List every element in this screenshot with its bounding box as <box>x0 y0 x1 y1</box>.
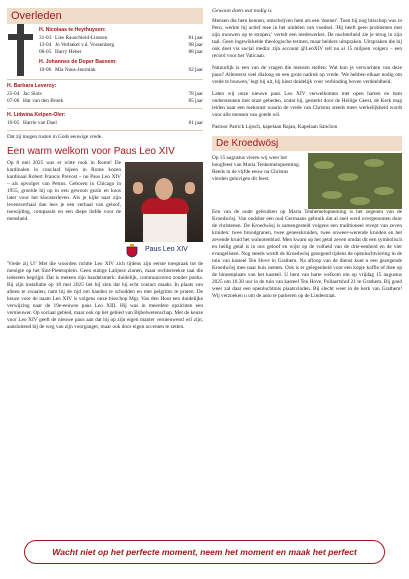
parish-heading: H. Lidwina Kelpen-Oler: <box>7 112 66 118</box>
divider <box>7 79 203 80</box>
paragraph: Laten wij onze nieuwe paus Leo XIV verwelkomen met open harten en hem ondersteunen met onze gebeden, zodat hij, gesterkt door de Heilige Geest, de Kerk mag leiden naar een toekomst waarin de vrede van Christus steeds meer werkelijkheid wordt voor alle mensen van goede wil. <box>212 91 402 118</box>
section-subtitle: Gewoon doen wat nodig is <box>212 8 272 14</box>
signature-line: Pastoor Patrick Lipsch, kapelaan Rajan, Kapelaan Sanchon <box>212 124 338 130</box>
kroedwosj-heading: De Kroedwösj <box>212 136 402 151</box>
pope-intro-text: Op 8 mei 2025 was er witte rook in Rome! De kardinalen in conclaaf bijeen in Rome kozen kardinaal Robert Francis Prevost – nu Paus Leo XIV – als opvolger van Petrus. Geboren in Chicago in 1955, groeide hij op in een gewoon gezin en koos later voor het kloosterleven. Als je kijkt naar zijn levensverhaal dan lees je een verhaal van geloof, toewijding, compassie en een diepe liefde voor de mensheid. <box>7 160 121 222</box>
closing-line: Dat zij mogen rusten in Gods eeuwige vrede. <box>7 134 103 140</box>
parish-heading: H. Johannes de Doper Baexem: <box>39 59 117 65</box>
quote-banner: Wacht niet op het perfecte moment, neem het moment en maak het perfect <box>24 540 385 564</box>
paragraph: Mensen die hem kennen, omschrijven hem als een 'doener'. Toen hij nog bisschop was in Peru, werkte hij actief mee in het uitdelen van voedsel. 'Hij heeft geen problemen met zijn mouwen op te stropen,' vertelt een medewerker. De nuchterheid zie je terug in zijn taal. Geen ingewikkelde theologische termen, maar heldere uitspraken. Uitspraken die hij ook doet via social media: zijn account @LeoXIV telt nu al 15 miljoen volgers – een record voor het Vaticaan. <box>212 18 402 59</box>
cross-icon <box>7 24 33 76</box>
list-item: 16-05 Harrie van Dael 81 jaar <box>7 120 203 126</box>
overleden-heading: Overleden <box>7 8 203 24</box>
list-item: 31-03 Lies Rauschleid-Linssen 81 jaar <box>39 35 203 41</box>
kroedwosj-intro-text: Op 15 augustus vieren wij weer het hoogfeest van Maria Tenhemelopneming. Reeds in de vijfde eeuw na Christus vierden gelovigen dit feest. <box>212 155 301 182</box>
right-column <box>212 8 402 300</box>
list-item: 13-04 Jo Verbakel v.d. Vossenberg 98 jaar <box>39 42 203 48</box>
kroedwosj-body-text: Een van de oude gebruiken op Maria Tenhemelopneming is het zegenen van de Kroedwösj. Van oudsher een oud Germaans gebruik dat al snel werd overgenomen door de christenen. De Kroedwösj is samengesteld volgens een traditioneel recept van zeven kruiden: twee broodgranen, twee geneeskruiden, twee onweer-werende kruiden en het zevende kruid het walnotenblad. Men kwam op het getal zeven omdat dit een symbolisch en heilig getal is in ons geloof en wijst op de volheid van de drie-eenheid en de vier evangelisten. Nog steeds wordt de Kroedwösj gezegend tijdens de openluchtviering in de tuin van kasteel Ten Hove in Grathem. Na afloop van de dienst kunt u een gezegende Kroedwösj mee naar huis nemen. Ook is er gelegenheid voor een kopje koffie of thee op de binnenplaats van het kasteel. U bent van harte welkom om op vrijdag 15 augustus 2025 om 10.30 uur in de tuin van kasteel Ten Hove, Pollaertshof 21 te Grathem. Bij goed weer zal daar een openluchtmis plaatsvinden. Bij slecht weer in de kerk van Grathem! Wij verzoeken u om de auto te parkeren op de Lindestraat. <box>212 209 402 299</box>
pope-intro-block <box>7 160 203 253</box>
pope-caption: Paus Leo XIV <box>145 246 188 253</box>
divider <box>7 130 203 131</box>
parish-heading: H. Nicolaas te Heythuysen: <box>39 27 106 33</box>
list-item: 25-04 Jac Slots 78 jaar <box>7 91 203 97</box>
kroedwosj-intro-block <box>212 151 402 209</box>
paragraph: Natuurlijk is een van de vragen die mensen stellen: Wat kun je verwachten van deze paus? Allereerst veel dialoog en een grote nadruk op vrede. 'We hebben elkaar nodig om vrede te bouwen,' legt hij uit, hij kiest duidelijk voor verbinding boven verdeeldheid. <box>212 65 402 85</box>
pope-heading: Een warm welkom voor Paus Leo XIV <box>7 146 175 157</box>
parish-heading: H. Barbara Leveroy: <box>7 83 57 89</box>
left-column <box>7 8 203 331</box>
papal-crest-icon <box>125 244 139 258</box>
list-item: 10-06 Mia Naus-Jeurnink 92 jaar <box>39 67 203 73</box>
pope-body-text: 'Vrede zij U!' Met die woorden richtte Leo XIV zich tijdens zijn eerste toespraak tot de menigte op het Sint-Pietersplein. Geen statige Latijnse zinnen, maar rechtstreekse taal die iedereen begrijpt. Dat is meteen zijn handelsmerk: duidelijk, communiceren zonder poeha. Bij zijn installatie op 18 mei 2025 liet hij zien dat hij echt contact maakt. In plaats van alleen te zwaaien, nam hij de tijd om handen te schudden en met pelgrims te praten. De keuze voor de naam Leo XIV is volgens onze bisschop Mgr. Van den Hout een duidelijke verwijzing naar de 19e-eeuwse paus Leo XIII. Hij was in meerdere opzichten een vernieuwer. Op sociaal gebied, maar ook op het gebied van Bijbelwetenschap. Met de keuze voor Leo XIV geeft de nieuwe paus aan dat hij op zijn eigen manier vernieuwend wil zijn, aansluitend bij de weg van zijn voorganger, maar ook door eigen accenten te zetten. <box>7 261 203 330</box>
list-item: 07-06 Har van den Broek 85 jaar <box>7 98 203 104</box>
nicolaas-list <box>39 24 203 76</box>
list-item: 08-05 Harry Heber 88 jaar <box>39 49 203 55</box>
overleden-first-group <box>7 24 203 76</box>
herb-bundle-photo <box>308 153 402 209</box>
pope-photo <box>125 162 203 242</box>
divider <box>7 108 203 109</box>
